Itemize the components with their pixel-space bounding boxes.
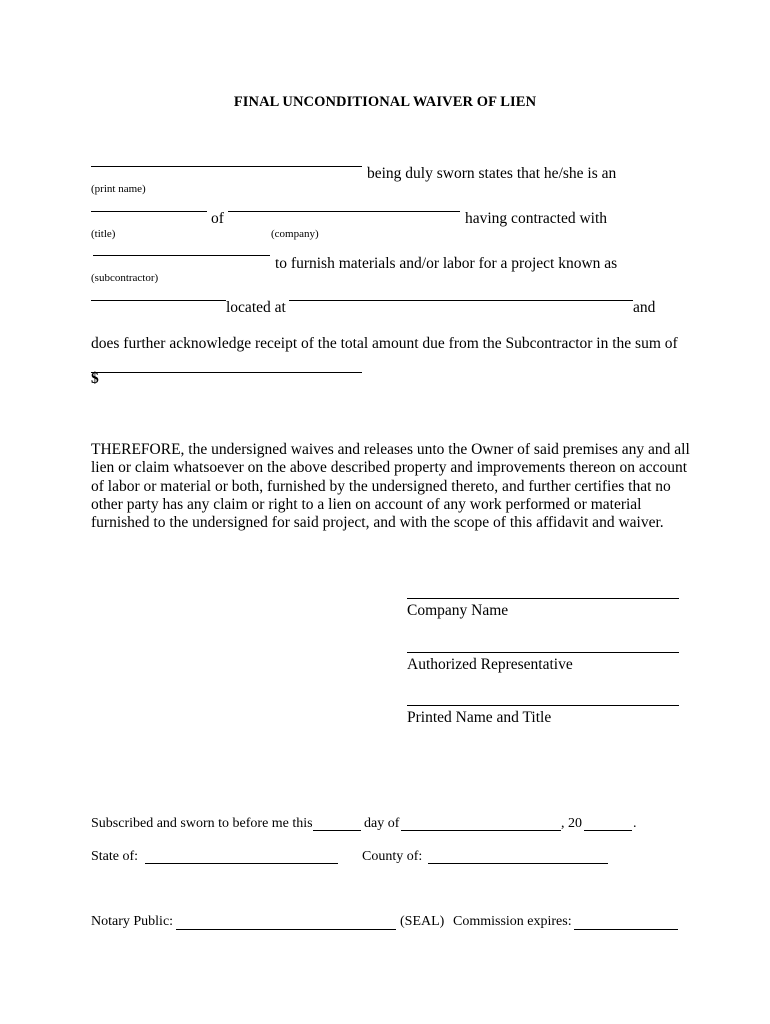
- subscribed-text: Subscribed and sworn to before me this: [91, 816, 313, 831]
- of-text: of: [211, 210, 224, 227]
- commission-expires-label: Commission expires:: [453, 914, 572, 929]
- commission-expires-field[interactable]: [574, 929, 678, 930]
- title-label: (title): [91, 228, 116, 240]
- subcontractor-field[interactable]: [93, 255, 270, 256]
- having-contracted-text: having contracted with: [465, 210, 608, 227]
- title-field[interactable]: [91, 211, 207, 212]
- authorized-rep-line[interactable]: [407, 652, 679, 653]
- notary-public-field[interactable]: [176, 929, 396, 930]
- sworn-statement-text: being duly sworn states that he/she is an: [367, 165, 617, 182]
- state-of-label: State of:: [91, 849, 139, 864]
- furnish-materials-text: to furnish materials and/or labor for a project known as: [275, 255, 618, 272]
- amount-field[interactable]: [91, 372, 362, 373]
- day-of-text: day of: [364, 816, 400, 831]
- company-field[interactable]: [228, 211, 460, 212]
- period-text: .: [633, 816, 637, 831]
- year-prefix-text: , 20: [561, 816, 582, 831]
- printed-name-label: Printed Name and Title: [407, 709, 552, 726]
- print-name-label: (print name): [91, 183, 146, 195]
- month-field[interactable]: [401, 830, 561, 831]
- day-field[interactable]: [313, 830, 361, 831]
- acknowledge-text: does further acknowledge receipt of the total amount due from the Subcontractor in the sum of: [91, 335, 678, 352]
- dollar-sign: $: [91, 370, 99, 387]
- document-title: FINAL UNCONDITIONAL WAIVER OF LIEN: [233, 94, 537, 110]
- location-field[interactable]: [289, 300, 633, 301]
- printed-name-line[interactable]: [407, 705, 679, 706]
- year-field[interactable]: [584, 830, 632, 831]
- company-name-label: Company Name: [407, 602, 509, 619]
- subcontractor-label: (subcontractor): [91, 272, 159, 284]
- seal-text: (SEAL): [400, 914, 445, 929]
- therefore-paragraph: THEREFORE, the undersigned waives and releases unto the Owner of said premises any and all lien or claim whatsoever on the above described property and improvements thereon on account of labor or material or both, furnished by the undersigned thereto, and further certifies that no other party has any claim or right to a lien on account of any work performed or material furnished to the undersigned for said project, and with the scope of this affidavit and waiver.: [91, 441, 690, 532]
- located-at-text: located at: [226, 299, 286, 316]
- state-field[interactable]: [145, 863, 338, 864]
- county-field[interactable]: [428, 863, 608, 864]
- print-name-field[interactable]: [91, 166, 362, 167]
- project-name-field[interactable]: [91, 300, 226, 301]
- authorized-rep-label: Authorized Representative: [407, 656, 573, 673]
- county-of-label: County of:: [362, 849, 423, 864]
- notary-public-label: Notary Public:: [91, 914, 174, 929]
- company-name-line[interactable]: [407, 598, 679, 599]
- and-text: and: [633, 299, 656, 316]
- company-label: (company): [271, 228, 319, 240]
